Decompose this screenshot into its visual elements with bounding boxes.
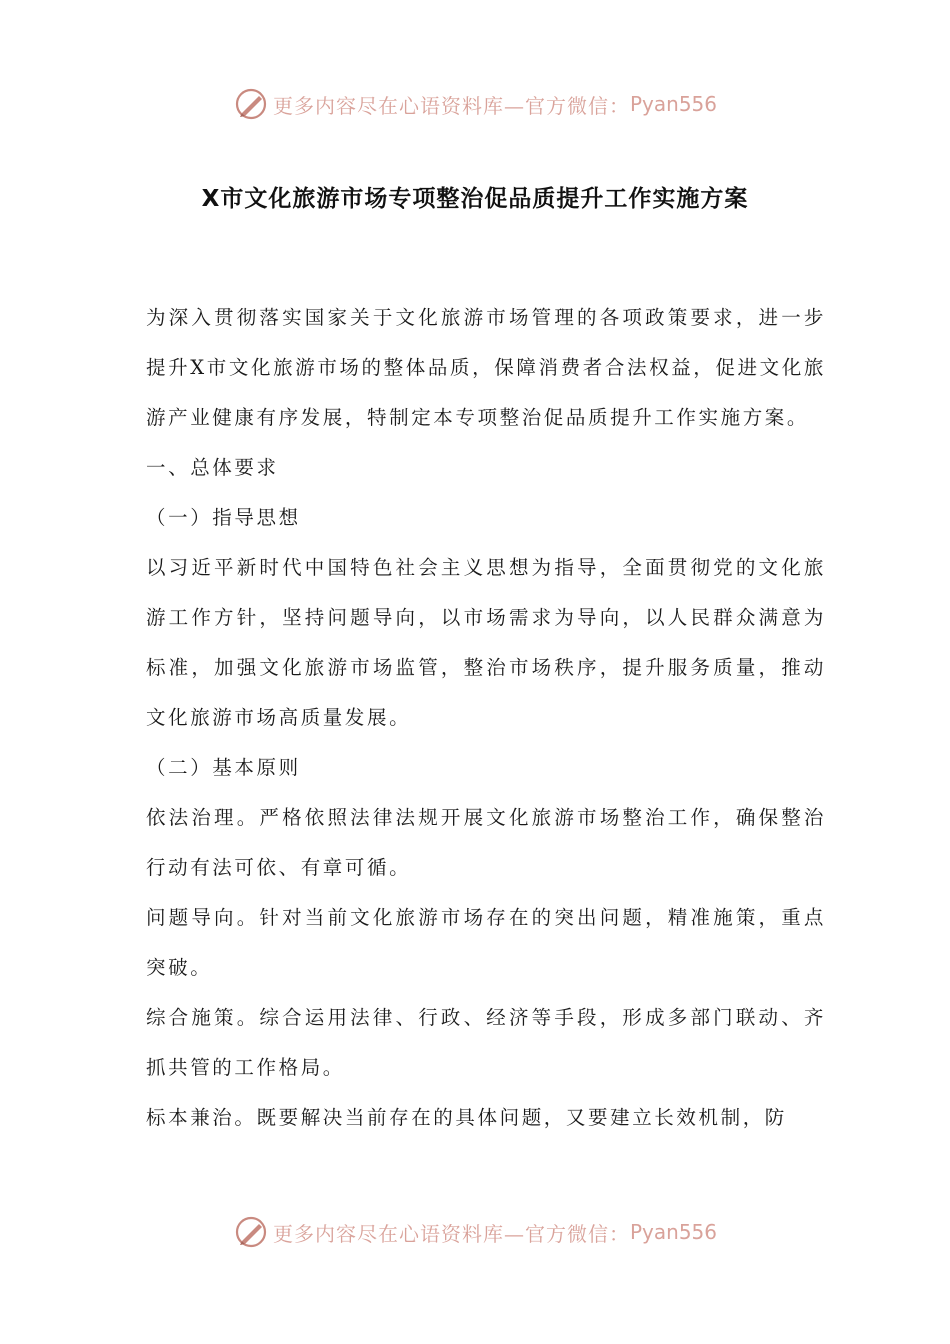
banner-text: 更多内容尽在心语资料库—官方微信：	[272, 93, 630, 118]
footer-watermark-banner	[0, 1212, 950, 1252]
subsection-heading: （二）基本原则	[146, 756, 301, 779]
subsection-heading: （一）指导思想	[146, 506, 301, 529]
document-title: X市文化旅游市场专项整治促品质提升工作实施方案	[201, 186, 749, 212]
pen-logo-icon	[233, 86, 269, 122]
pen-logo-icon	[233, 1214, 269, 1250]
banner-wechat-id: Pyan556	[629, 92, 717, 116]
section-heading: 一、总体要求	[146, 456, 279, 479]
banner-text: 更多内容尽在心语资料库—官方微信：	[272, 1221, 630, 1246]
paragraph: 以习近平新时代中国特色社会主义思想为指导，全面贯彻党的文化旅游工作方针，坚持问题导向，以市场需求为导向，以人民群众满意为标准，加强文化旅游市场监管，整治市场秩序，提升服务质量，推动文化旅游市场高质量发展。	[146, 556, 826, 729]
paragraph: 为深入贯彻落实国家关于文化旅游市场管理的各项政策要求，进一步提升X市文化旅游市场的整体品质，保障消费者合法权益，促进文化旅游产业健康有序发展，特制定本专项整治促品质提升工作实施方案。	[146, 306, 826, 429]
document-body	[146, 293, 826, 1143]
paragraph: 问题导向。针对当前文化旅游市场存在的突出问题，精准施策，重点突破。	[146, 906, 826, 979]
header-watermark-banner	[0, 84, 950, 124]
paragraph: 标本兼治。既要解决当前存在的具体问题，又要建立长效机制，防	[146, 1106, 787, 1129]
paragraph: 综合施策。综合运用法律、行政、经济等手段，形成多部门联动、齐抓共管的工作格局。	[146, 1006, 826, 1079]
paragraph: 依法治理。严格依照法律法规开展文化旅游市场整治工作，确保整治行动有法可依、有章可循。	[146, 806, 826, 879]
banner-wechat-id: Pyan556	[629, 1220, 717, 1244]
